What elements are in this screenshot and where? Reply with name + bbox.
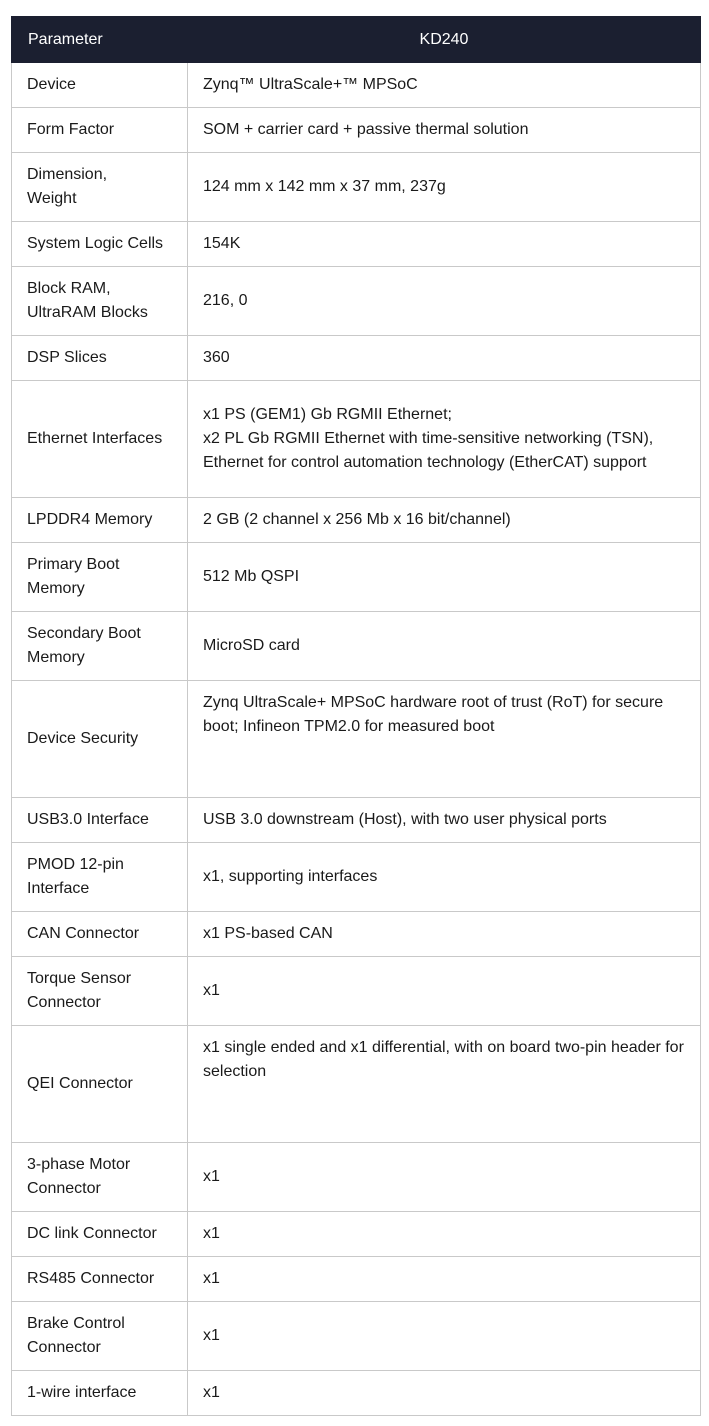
value-cell [188, 63, 701, 108]
parameter-cell [12, 681, 188, 798]
parameter-cell [12, 912, 188, 957]
value-text: 360 [203, 349, 230, 366]
parameter-cell [12, 63, 188, 108]
table-header-row [12, 17, 701, 63]
value-cell [188, 798, 701, 843]
table-row [12, 381, 701, 498]
table-row [12, 267, 701, 336]
value-cell [188, 267, 701, 336]
parameter-label: QEI Connector [27, 1075, 133, 1092]
value-text: Zynq UltraScale+ MPSoC hardware root of trust (RoT) for secure boot; Infineon TPM2.0 for measured boot [203, 694, 664, 735]
value-text: x1 [203, 982, 220, 999]
parameter-label: PMOD 12-pin Interface [27, 856, 124, 897]
parameter-cell [12, 1026, 188, 1143]
parameter-label: Secondary Boot Memory [27, 625, 141, 666]
parameter-cell [12, 498, 188, 543]
table-row [12, 222, 701, 267]
value-cell [188, 1257, 701, 1302]
value-cell [188, 336, 701, 381]
table-row [12, 1212, 701, 1257]
value-text: x1, supporting interfaces [203, 868, 378, 885]
value-cell [188, 1371, 701, 1416]
parameter-label: USB3.0 Interface [27, 811, 149, 828]
value-text: 154K [203, 235, 241, 252]
parameter-label: CAN Connector [27, 925, 140, 942]
parameter-cell [12, 153, 188, 222]
value-cell [188, 681, 701, 798]
parameter-label: 3-phase Motor Connector [27, 1156, 131, 1197]
parameter-label: DC link Connector [27, 1225, 157, 1242]
parameter-label: RS485 Connector [27, 1270, 155, 1287]
parameter-label: Torque Sensor Connector [27, 970, 132, 1011]
parameter-cell [12, 543, 188, 612]
table-row [12, 1371, 701, 1416]
parameter-label: Brake Control Connector [27, 1315, 125, 1356]
table-row [12, 63, 701, 108]
parameter-cell [12, 612, 188, 681]
parameter-cell [12, 957, 188, 1026]
table-body [12, 63, 701, 1416]
header-parameter: Parameter [12, 17, 188, 63]
table-row [12, 108, 701, 153]
value-cell [188, 222, 701, 267]
value-cell [188, 843, 701, 912]
value-text: SOM + carrier card + passive thermal solution [203, 121, 529, 138]
parameter-cell [12, 1302, 188, 1371]
parameter-cell [12, 798, 188, 843]
table-row [12, 1302, 701, 1371]
value-cell [188, 1212, 701, 1257]
parameter-label: Device [27, 76, 76, 93]
value-cell [188, 957, 701, 1026]
value-text: MicroSD card [203, 637, 300, 654]
value-text: 216, 0 [203, 292, 248, 309]
value-text: 2 GB (2 channel x 256 Mb x 16 bit/channel) [203, 511, 511, 528]
value-text: x1 PS-based CAN [203, 925, 333, 942]
value-text: Zynq™ UltraScale+™ MPSoC [203, 76, 418, 93]
table-row [12, 1143, 701, 1212]
value-cell [188, 381, 701, 498]
value-text: 124 mm x 142 mm x 37 mm, 237g [203, 178, 446, 195]
table-row [12, 843, 701, 912]
header-kd240: KD240 [188, 17, 701, 63]
parameter-label: Device Security [27, 730, 139, 747]
parameter-cell [12, 1257, 188, 1302]
table-row [12, 1257, 701, 1302]
value-text: x1 single ended and x1 differential, with on board two-pin header for selection [203, 1039, 684, 1080]
parameter-cell [12, 222, 188, 267]
value-text: x1 PS (GEM1) Gb RGMII Ethernet; x2 PL Gb RGMII Ethernet with time-sensitive networking (TSN), Ethernet for control automation technology (EtherCAT) support [203, 406, 654, 471]
table-row [12, 498, 701, 543]
value-cell [188, 612, 701, 681]
parameter-cell [12, 1143, 188, 1212]
value-cell [188, 912, 701, 957]
value-cell [188, 153, 701, 222]
value-text: x1 [203, 1168, 220, 1185]
parameter-cell [12, 267, 188, 336]
parameter-cell [12, 381, 188, 498]
parameter-label: System Logic Cells [27, 235, 164, 252]
value-text: x1 [203, 1327, 220, 1344]
spec-table [11, 16, 701, 1416]
table-row [12, 543, 701, 612]
parameter-label: Dimension, Weight [27, 166, 108, 207]
value-cell [188, 498, 701, 543]
parameter-label: 1-wire interface [27, 1384, 137, 1401]
value-cell [188, 543, 701, 612]
value-text: 512 Mb QSPI [203, 568, 300, 585]
value-cell [188, 108, 701, 153]
parameter-label: Form Factor [27, 121, 115, 138]
parameter-label: DSP Slices [27, 349, 107, 366]
parameter-cell [12, 843, 188, 912]
table-row [12, 153, 701, 222]
table-row [12, 612, 701, 681]
table-row [12, 1026, 701, 1143]
value-text: x1 [203, 1225, 220, 1242]
value-text: USB 3.0 downstream (Host), with two user physical ports [203, 811, 607, 828]
value-cell [188, 1026, 701, 1143]
table-row [12, 957, 701, 1026]
parameter-label: Primary Boot Memory [27, 556, 120, 597]
value-text: x1 [203, 1270, 220, 1287]
table-row [12, 681, 701, 798]
parameter-cell [12, 1212, 188, 1257]
parameter-cell [12, 1371, 188, 1416]
parameter-label: Block RAM, UltraRAM Blocks [27, 280, 148, 321]
value-text: x1 [203, 1384, 220, 1401]
parameter-label: LPDDR4 Memory [27, 511, 153, 528]
parameter-cell [12, 108, 188, 153]
table-row [12, 912, 701, 957]
parameter-label: Ethernet Interfaces [27, 430, 163, 447]
value-cell [188, 1302, 701, 1371]
parameter-cell [12, 336, 188, 381]
table-row [12, 336, 701, 381]
table-row [12, 798, 701, 843]
value-cell [188, 1143, 701, 1212]
